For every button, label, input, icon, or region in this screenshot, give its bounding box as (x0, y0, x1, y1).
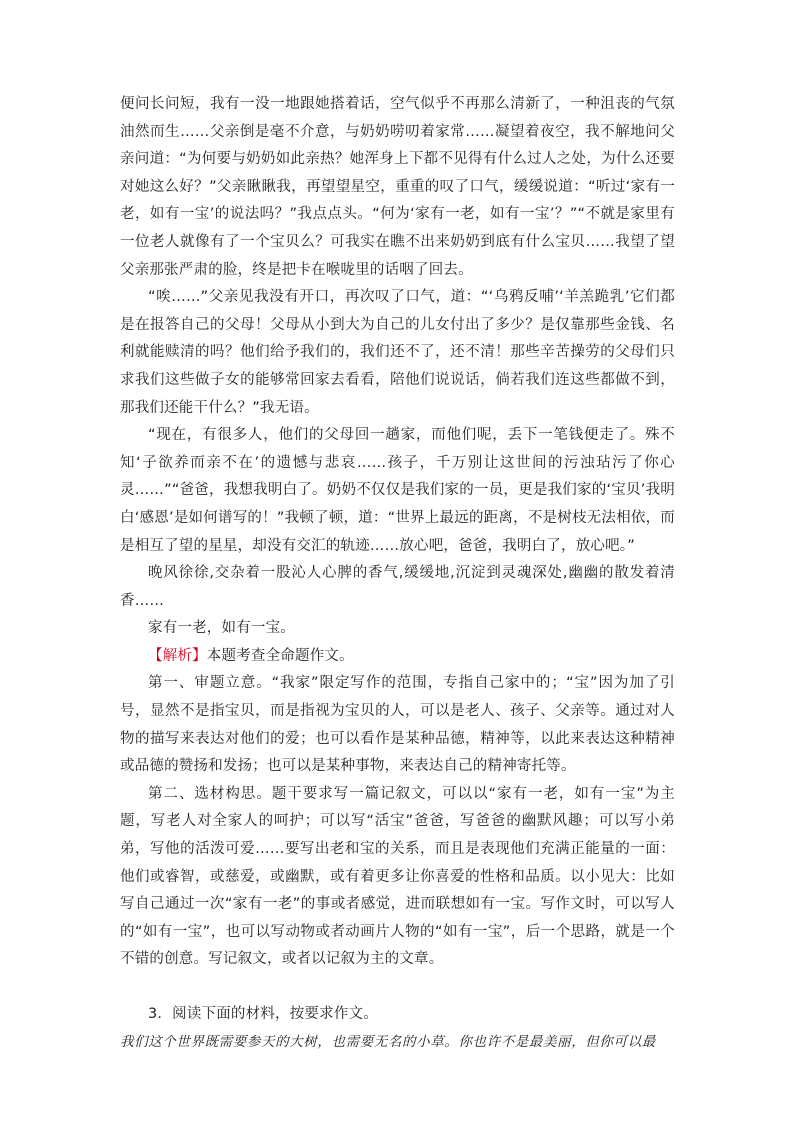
analysis-intro (120, 643, 675, 671)
analysis-point-1: 第一、审题立意。“我家”限定写作的范围，专指自己家中的；“宝”因为加了引号，显然不是指宝贝，而是指视为宝贝的人，可以是老人、孩子、父亲等。通过对人物的描写来表达对他们的爱；也可以看作是某种品德，精神等，以此来表达这种精神或品德的赞扬和发扬；也可以是某种事物，来表达自己的精神寄托等。 (120, 675, 675, 775)
document-body (120, 91, 675, 1056)
story-paragraph-3: “现在，有很多人，他们的父母回一趟家，而他们呢，丢下一笔钱便走了。殊不知‘子欲养而亲不在’的遗憾与悲哀……孩子，千万别让这世间的污浊玷污了你心灵……”“爸爸，我想我明白了。奶奶不仅仅是我们家的一员，更是我们家的‘宝贝’我明白‘感恩’是如何谱写的！”我顿了顿，道：“世界上最远的距离，不是树枝无法相依，而是相互了望的星星，却没有交汇的轨迹……放心吧，爸爸，我明白了，放心吧。” (120, 427, 675, 554)
story-paragraph-1: 便问长问短，我有一没一地跟她搭着话，空气似乎不再那么清新了，一种沮丧的气氛油然而生……父亲倒是毫不介意，与奶奶唠叨着家常……凝望着夜空，我不解地问父亲问道：“为何要与奶奶如此亲热？她浑身上下都不见得有什么过人之处，为什么还要对她这么好？”父亲瞅瞅我，再望望星空，重重的叹了口气，缓缓说道：“听过‘家有一老，如有一宝’的说法吗？”我点点头。“何为‘家有一老，如有一宝’？”“不就是家里有一位老人就像有了一个宝贝么？可我实在瞧不出来奶奶到底有什么宝贝……我望了望父亲那张严肃的脸，终是把卡在喉咙里的话咽了回去。 (120, 96, 675, 278)
story-closing-line: 家有一老，如有一宝。 (148, 620, 295, 637)
analysis-intro-text: 本题考查全命题作文。 (206, 647, 354, 664)
analysis-label: 【解析】 (148, 647, 207, 664)
story-paragraph-2: “唉……”父亲见我没有开口，再次叹了口气，道：“‘乌鸦反哺’‘羊羔跪乳’它们都是在报答自己的父母！父母从小到大为自己的儿女付出了多少？是仅靠那些金钱、名利就能赎清的吗？他们给予我们的，我们还不了，还不清！那些辛苦操劳的父母们只求我们这些做子女的能够常回家去看看，陪他们说说话，倘若我们连这些都做不到，那我们还能干什么？”我无语。 (120, 289, 675, 416)
question-3-heading: 3．阅读下面的材料，按要求作文。 (148, 1006, 378, 1022)
question-3-material: 我们这个世界既需要参天的大树，也需要无名的小草。你也许不是最美丽，但你可以最 (120, 1033, 656, 1050)
story-paragraph-4: 晚风徐徐,交杂着一股沁人心脾的香气,缓缓地,沉淀到灵魂深处,幽幽的散发着清香…… (120, 565, 675, 609)
analysis-point-2: 第二、选材构思。题干要求写一篇记叙文，可以以“家有一老，如有一宝”为主题，写老人对全家人的呵护；可以写“活宝”爸爸，写爸爸的幽默风趣；可以写小弟弟，写他的活泼可爱……要写出老和宝的关系，而且是表现他们充满正能量的一面：他们或睿智，或慈爱，或幽默，或有着更多让你喜爱的性格和品质。以小见大：比如写自己通过一次“家有一老”的事或者感觉，进而联想如有一宝。写作文时，可以写人的“如有一宝”，也可以写动物或者动画片人物的“如有一宝”，后一个思路，就是一个不错的创意。写记叙文，或者以记叙为主的文章。 (120, 785, 675, 968)
